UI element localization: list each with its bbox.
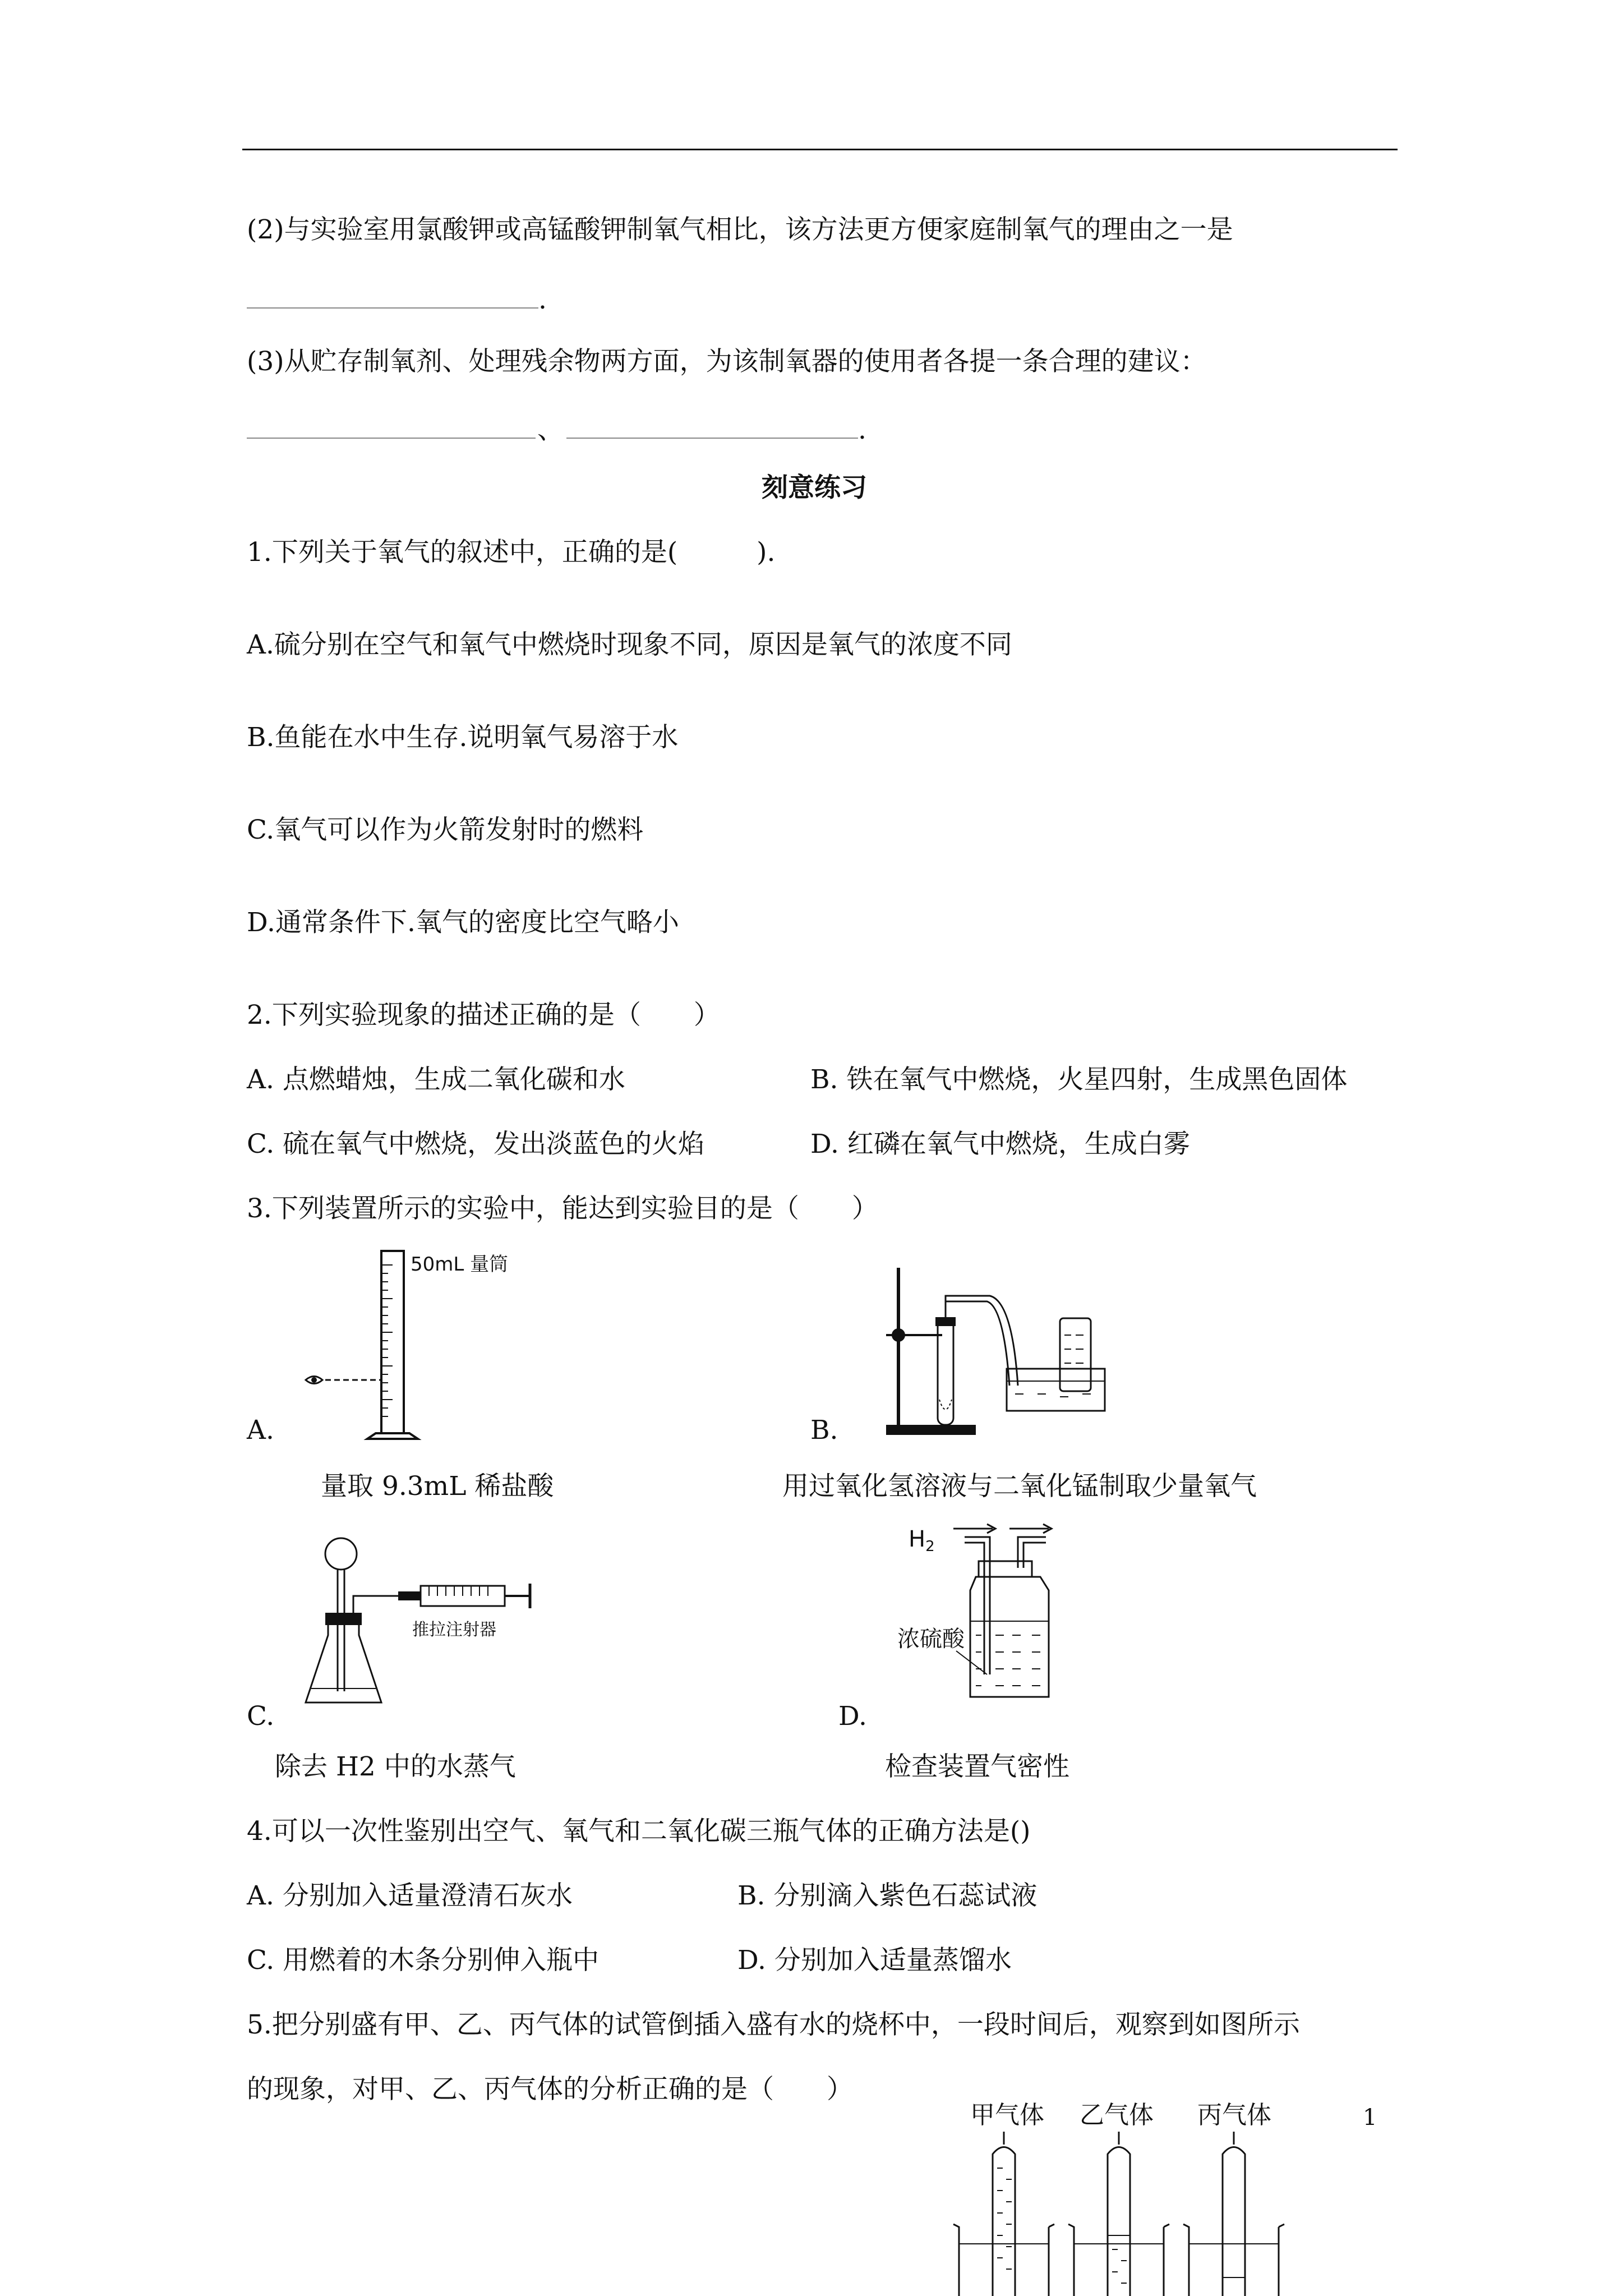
q2-option-c: C. 硫在氧气中燃烧，发出淡蓝色的火焰 bbox=[247, 1129, 705, 1159]
q3-caption-c: 除去 H2 中的水蒸气 bbox=[275, 1751, 516, 1782]
cylinder-label: 50mL 量筒 bbox=[411, 1253, 509, 1276]
q4-option-c: C. 用燃着的木条分别伸入瓶中 bbox=[247, 1945, 600, 1976]
q2-option-a: A. 点燃蜡烛，生成二氧化碳和水 bbox=[247, 1064, 625, 1095]
q3-option-c: C. bbox=[247, 1701, 275, 1732]
q2-option-d: D. 红磷在氧气中燃烧，生成白雾 bbox=[810, 1129, 1190, 1159]
figure-q5-gas-tubes bbox=[948, 2095, 1295, 2296]
blank-period: . bbox=[538, 284, 547, 315]
q4-stem: 4.可以一次性鉴别出空气、氧气和二氧化碳三瓶气体的正确方法是() bbox=[247, 1816, 1031, 1847]
q3-option-b: B. bbox=[810, 1415, 838, 1446]
q4-option-a: A. 分别加入适量澄清石灰水 bbox=[247, 1880, 573, 1911]
q5-stem-line1: 5.把分别盛有甲、乙、丙气体的试管倒插入盛有水的烧杯中，一段时间后，观察到如图所示 bbox=[247, 2009, 1300, 2040]
q3-caption-d: 检查装置气密性 bbox=[885, 1751, 1069, 1782]
q2-option-b: B. 铁在氧气中燃烧，火星四射，生成黑色固体 bbox=[810, 1064, 1348, 1095]
q1-option-a: A.硫分别在空气和氧气中燃烧时现象不同，原因是氧气的浓度不同 bbox=[247, 629, 1012, 660]
q4-option-d: D. 分别加入适量蒸馏水 bbox=[737, 1945, 1012, 1976]
acid-label: 浓硫酸 bbox=[897, 1626, 965, 1652]
page-number: 1 bbox=[1363, 2105, 1377, 2131]
syringe-label: 推拉注射器 bbox=[412, 1620, 496, 1640]
q3-option-d: D. bbox=[838, 1701, 867, 1732]
q1-option-c: C.氧气可以作为火箭发射时的燃料 bbox=[247, 815, 644, 845]
h2-label: $H_2$ bbox=[909, 1526, 935, 1555]
q3-option-a: A. bbox=[247, 1415, 274, 1446]
header-rule bbox=[242, 149, 1398, 150]
q1-option-b: B.鱼能在水中生存.说明氧气易溶于水 bbox=[247, 722, 679, 753]
q3-caption-b: 用过氧化氢溶液与二氧化锰制取少量氧气 bbox=[782, 1471, 1257, 1502]
gas-label-jia: 甲气体 bbox=[970, 2101, 1044, 2129]
q3-caption-a: 量取 9.3mL 稀盐酸 bbox=[321, 1471, 554, 1502]
section-title: 刻意练习 bbox=[762, 472, 867, 503]
answer-blank bbox=[566, 438, 858, 439]
figure-d-wash-bottle bbox=[897, 1512, 1133, 1714]
q1-stem: 1.下列关于氧气的叙述中，正确的是( ). bbox=[247, 537, 776, 568]
figure-a-graduated-cylinder bbox=[292, 1243, 527, 1444]
blank-separator: 、 bbox=[537, 415, 564, 445]
answer-blank bbox=[247, 307, 538, 309]
q5-stem-line2: 的现象，对甲、乙、丙气体的分析正确的是（ ） bbox=[247, 2074, 853, 2105]
blank-period: . bbox=[858, 415, 866, 445]
q2-prev-text: (2)与实验室用氯酸钾或高锰酸钾制氧气相比，该方法更方便家庭制氧气的理由之一是 bbox=[247, 214, 1233, 245]
q3-prev-text: (3)从贮存制氧剂、处理残余物两方面，为该制氧器的使用者各提一条合理的建议： bbox=[247, 346, 1207, 377]
figure-b-gas-collection bbox=[875, 1257, 1122, 1442]
gas-label-yi: 乙气体 bbox=[1080, 2101, 1154, 2129]
q1-option-d: D.通常条件下.氧气的密度比空气略小 bbox=[247, 907, 679, 938]
answer-blank bbox=[247, 438, 536, 439]
q3-stem: 3.下列装置所示的实验中，能达到实验目的是（ ） bbox=[247, 1193, 878, 1224]
figure-c-syringe-flask bbox=[303, 1534, 550, 1714]
gas-label-bing: 丙气体 bbox=[1197, 2101, 1271, 2129]
q2-stem: 2.下列实验现象的描述正确的是（ ） bbox=[247, 1000, 720, 1030]
q4-option-b: B. 分别滴入紫色石蕊试液 bbox=[737, 1880, 1038, 1911]
